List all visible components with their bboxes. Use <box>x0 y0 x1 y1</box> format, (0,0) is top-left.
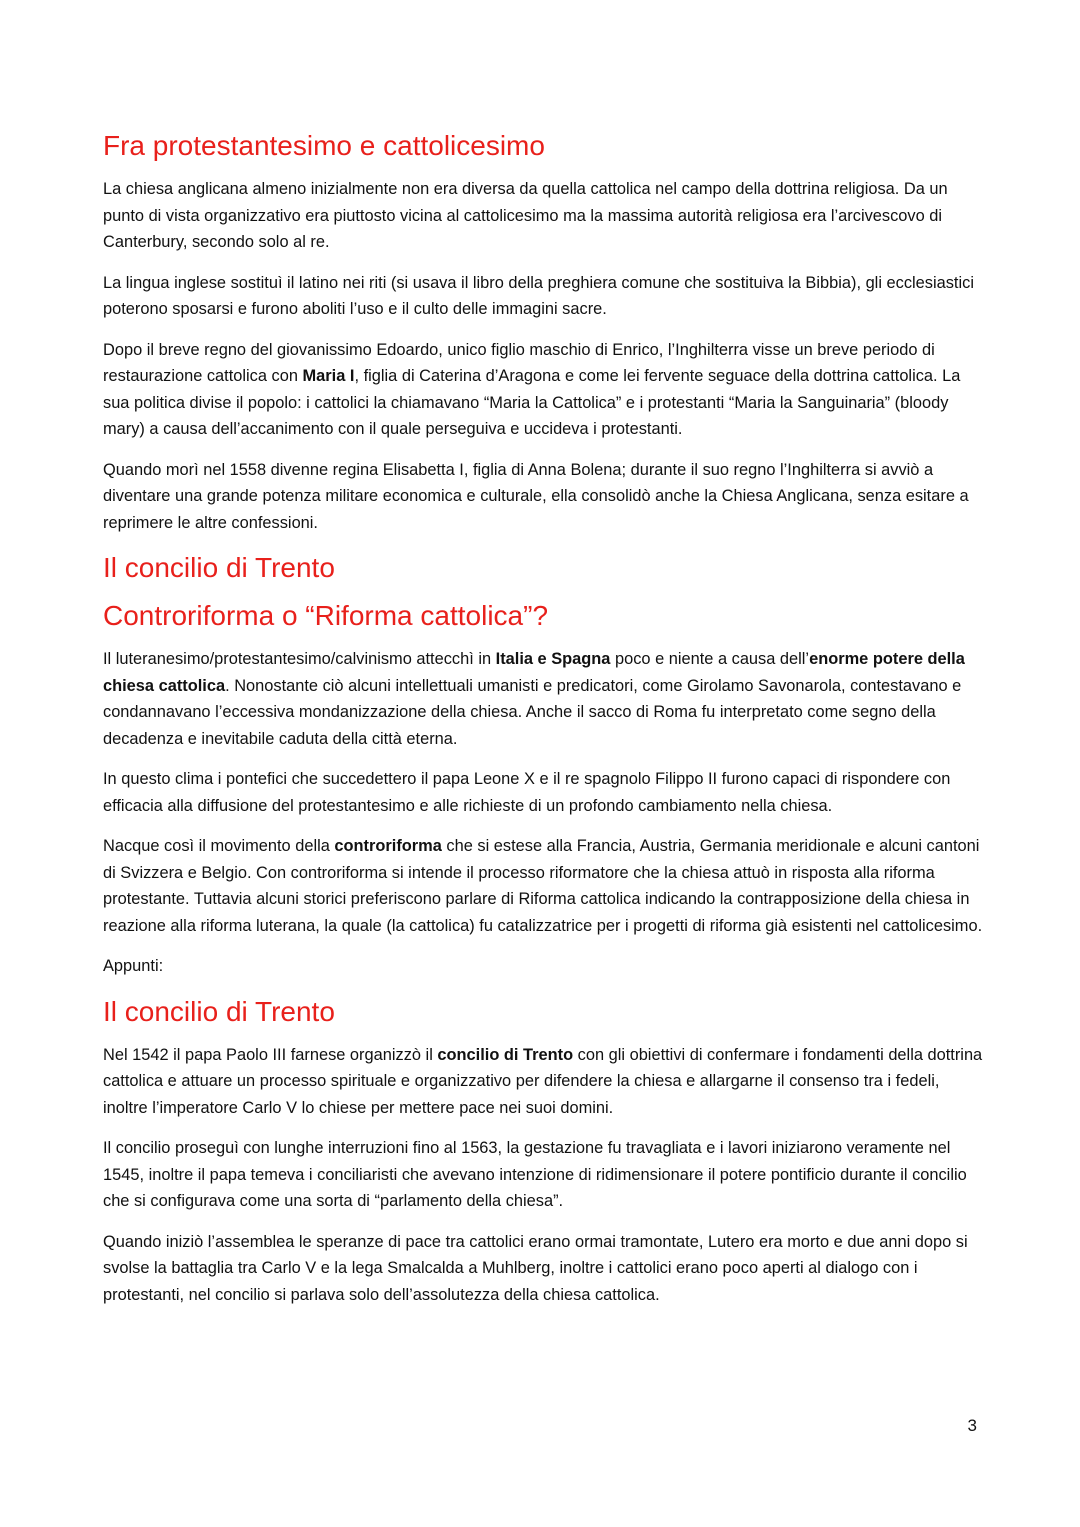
section-heading: Fra protestantesimo e cattolicesimo <box>103 130 545 161</box>
text-run: Quando iniziò l’assemblea le speranze di pace tra cattolici erano ormai tramontate, Lutero era morto e due anni dopo si svolse la battaglia tra Carlo V e la lega Smalcalda a Muhlberg, inoltre i cattolici erano poco aperti al dialogo con i protestanti, nel concilio si parlava solo dell’assolutezza della chiesa cattolica. <box>103 1232 968 1304</box>
text-run: . Nonostante ciò alcuni intellettuali umanisti e predicatori, come Girolamo Savonarola, contestavano e condannavano l’eccessiva mondanizzazione della chiesa. Anche il sacco di Roma fu interpretato come segno della decadenza e inevitabile caduta della città eterna. <box>103 676 962 748</box>
body-paragraph <box>103 457 983 537</box>
section-heading: Il concilio di Trento <box>103 552 335 583</box>
text-run: Appunti: <box>103 957 164 975</box>
body-paragraph <box>103 1042 983 1122</box>
text-run: Il concilio proseguì con lunghe interruzioni fino al 1563, la gestazione fu travagliata e i lavori iniziarono veramente nel 1545, inoltre il papa temeva i conciliaristi che avevano intenzione di ridimensionare il potere pontificio durante il concilio che si configurava come una sorta di “parlamento della chiesa”. <box>103 1139 967 1210</box>
text-run: con gli obiettivi di confermare i fondamenti della dottrina cattolica e attuare un processo spirituale e organizzativo per difendere la chiesa e allargarne il consenso tra i fedeli, inoltre l’imperatore Carlo V lo chiese per mettere pace nei suoi domini. <box>103 1045 983 1117</box>
text-run: La lingua inglese sostituì il latino nei riti (si usava il libro della preghiera comune che sostituiva la Bibbia), gli ecclesiastici poterono sposarsi e furono aboliti l’uso e il culto delle immagini sacre. <box>103 273 974 318</box>
text-run: Quando morì nel 1558 divenne regina Elisabetta I, figlia di Anna Bolena; durante il suo regno l’Inghilterra si avviò a diventare una grande potenza militare economica e culturale, ella consolidò anche la Chiesa Anglicana, senza esitare a reprimere le altre confessioni. <box>103 460 969 532</box>
bold-text: enorme potere della chiesa cattolica <box>103 650 965 695</box>
text-run: , figlia di Caterina d’Aragona e come lei fervente seguace della dottrina cattolica. La sua politica divise il popolo: i cattolici la chiamavano “Maria la Cattolica” e i protestanti “Maria la Sanguinaria” (bloody mary) a causa dell’accanimento con il quale perseguiva e uccideva i protestanti. <box>103 367 961 438</box>
bold-text: Italia e Spagna <box>495 650 611 668</box>
text-run: Nel 1542 il papa Paolo III farnese organizzò il <box>103 1045 438 1064</box>
bold-text: Maria I <box>302 367 355 385</box>
body-paragraph <box>103 1229 983 1309</box>
text-run: La chiesa anglicana almeno inizialmente non era diversa da quella cattolica nel campo della dottrina religiosa. Da un punto di vista organizzativo era piuttosto vicina al cattolicesimo ma la massima autorità religiosa era l’arcivescovo di Canterbury, secondo solo al re. <box>103 180 948 251</box>
text-run: Nacque così il movimento della <box>103 837 335 855</box>
body-paragraph <box>103 766 983 819</box>
text-run: Il luteranesimo/protestantesimo/calvinismo attecchì in <box>103 650 496 668</box>
document-content <box>103 128 983 1322</box>
body-paragraph <box>103 646 983 752</box>
body-paragraph <box>103 833 983 939</box>
body-paragraph <box>103 953 983 980</box>
text-run: poco e niente a causa dell’ <box>610 650 810 668</box>
text-run: che si estese alla Francia, Austria, Germania meridionale e alcuni cantoni di Svizzera e Belgio. Con controriforma si intende il processo riformatore che la chiesa attuò in risposta alla riforma protestante. Tuttavia alcuni storici preferiscono parlare di Riforma cattolica indicando la contrapposizione della chiesa in reazione alla riforma luterana, la quale (la cattolica) fu catalizzatrice per i progetti di riforma già esistenti nel cattolicesimo. <box>103 837 983 935</box>
body-paragraph <box>103 270 983 323</box>
section-heading: Il concilio di Trento <box>103 995 335 1027</box>
text-run: Dopo il breve regno del giovanissimo Edoardo, unico figlio maschio di Enrico, l’Inghilterra visse un breve periodo di restaurazione cattolica con <box>103 340 935 385</box>
page-number: 3 <box>967 1416 977 1435</box>
body-paragraph <box>103 337 983 443</box>
body-paragraph <box>103 1135 983 1215</box>
bold-text: concilio di Trento <box>437 1045 574 1064</box>
text-run: In questo clima i pontefici che succedettero il papa Leone X e il re spagnolo Filippo II furono capaci di rispondere con efficacia alla diffusione del protestantesimo e alle richieste di un profondo cambiamento nella chiesa. <box>103 770 951 815</box>
body-paragraph <box>103 176 983 256</box>
bold-text: controriforma <box>334 837 442 855</box>
section-heading: Controriforma o “Riforma cattolica”? <box>103 600 549 631</box>
